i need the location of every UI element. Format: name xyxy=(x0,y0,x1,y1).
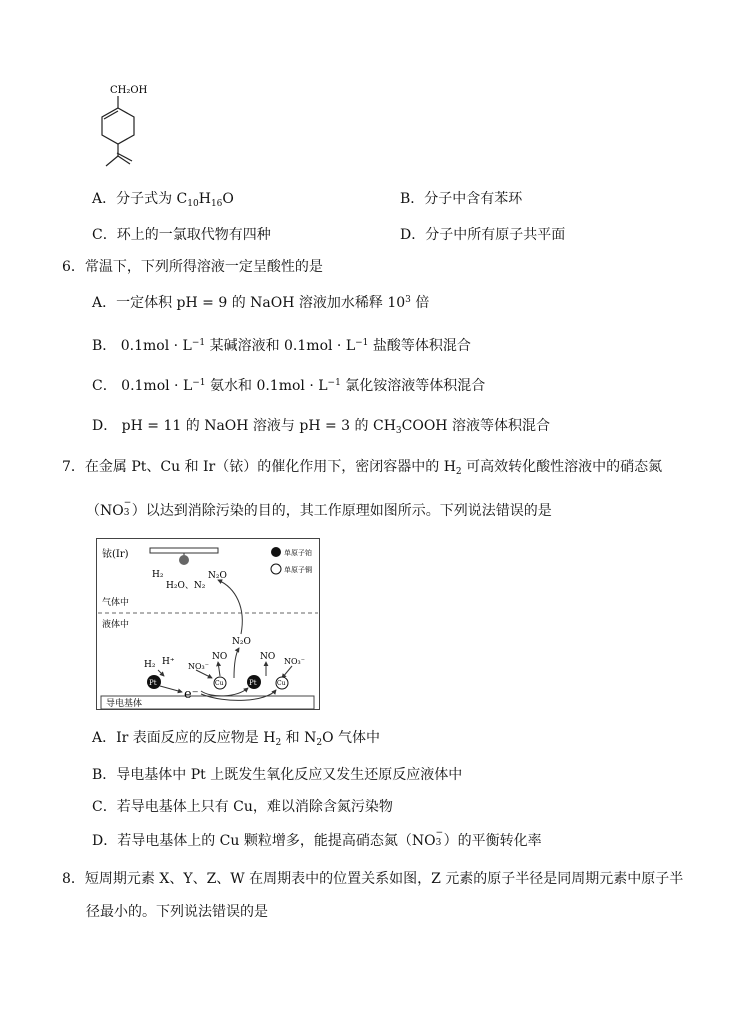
cu-legend-icon xyxy=(271,564,281,574)
q5-option-a: A．分子式为 $C_{10}H_{16}O$ xyxy=(92,191,234,209)
pt-atom-2-label: Pt xyxy=(249,679,257,687)
q5-option-d: D．分子中所有原子共平面 xyxy=(400,227,566,243)
no-label-2: NO xyxy=(260,652,276,662)
q7-option-d: D．若导电基体上的 Cu 颗粒增多，能提高硝态氮（NO − 3 ）的平衡转化率 xyxy=(92,828,542,849)
q7-option-b: B．导电基体中 Pt 上既发生氧化反应又发生还原反应液体中 xyxy=(92,767,463,783)
q6-stem: 6．常温下，下列所得溶液一定呈酸性的是 xyxy=(62,259,323,275)
cu-atom-1-label: Cu xyxy=(215,680,224,687)
q6-option-b: B． $0.1mol \cdot L^{-1}$ 某碱溶液和 $0.1mol \cdot L^{-1}$ 盐酸等体积混合 xyxy=(92,338,471,354)
n2o-gas-label: N₂O xyxy=(208,571,227,581)
h2-gas-label: H₂ xyxy=(152,570,164,580)
iridium-label: 铱(Ir) xyxy=(102,549,129,560)
n2o-liquid-label: N₂O xyxy=(232,637,251,647)
reaction-diagram xyxy=(96,538,320,710)
iridium-atom xyxy=(179,555,189,565)
q7-stem-line2: （NO − 3 ）以达到消除污染的目的，其工作原理如图所示。下列说法错误的是 xyxy=(86,498,552,519)
pt-atom-1-label: Pt xyxy=(149,679,157,687)
cu-atom-2-label: Cu xyxy=(277,680,286,687)
pt-legend-label: 单原子铂 xyxy=(284,549,312,557)
h2-liquid-label: H₂ xyxy=(144,660,156,670)
substrate-label: 导电基体 xyxy=(106,699,143,709)
electron-label: e⁻ xyxy=(184,687,199,702)
q7-option-a: A．Ir 表面反应的反应物是 $H_2$ 和 $N_2O$ 气体中 xyxy=(92,730,381,748)
molecule-structure xyxy=(80,80,170,180)
cu-legend-label: 单原子铜 xyxy=(284,566,312,574)
products-label: H₂O、N₂ xyxy=(166,581,206,591)
q7-stem-line1: 7．在金属 Pt、Cu 和 Ir（铱）的催化作用下，密闭容器中的 $H_2$ 可高效转化酸性溶液中的硝态氮 xyxy=(62,459,663,477)
gas-phase-label: 气体中 xyxy=(102,598,130,608)
ch2oh-label: CH₂OH xyxy=(110,85,148,96)
nitrate-label-2: NO₃⁻ xyxy=(284,657,305,666)
no-label-1: NO xyxy=(212,652,228,662)
q5-option-b: B．分子中含有苯环 xyxy=(400,191,523,207)
q6-option-a: A．一定体积 pH = 9 的 NaOH 溶液加水稀释 $10^3$ 倍 xyxy=(92,295,430,311)
q5-option-c: C．环上的一氯取代物有四种 xyxy=(92,227,271,243)
q8-stem-line2: 径最小的。下列说法错误的是 xyxy=(86,904,268,920)
pt-legend-icon xyxy=(271,547,281,557)
liquid-phase-label: 液体中 xyxy=(102,620,130,630)
q8-stem-line1: 8．短周期元素 X、Y、Z、W 在周期表中的位置关系如图，Z 元素的原子半径是同周期元素中原子半 xyxy=(62,871,684,887)
q7-option-c: C．若导电基体上只有 Cu，难以消除含氮污染物 xyxy=(92,799,393,815)
nitrate-label-1: NO₃⁻ xyxy=(188,662,209,671)
q6-option-d: D． pH = 11 的 NaOH 溶液与 pH = 3 的 $CH_3COOH$ 溶液等体积混合 xyxy=(92,418,550,436)
proton-label: H⁺ xyxy=(162,657,175,667)
q6-option-c: C． $0.1mol \cdot L^{-1}$ 氨水和 $0.1mol \cdot L^{-1}$ 氯化铵溶液等体积混合 xyxy=(92,378,486,394)
